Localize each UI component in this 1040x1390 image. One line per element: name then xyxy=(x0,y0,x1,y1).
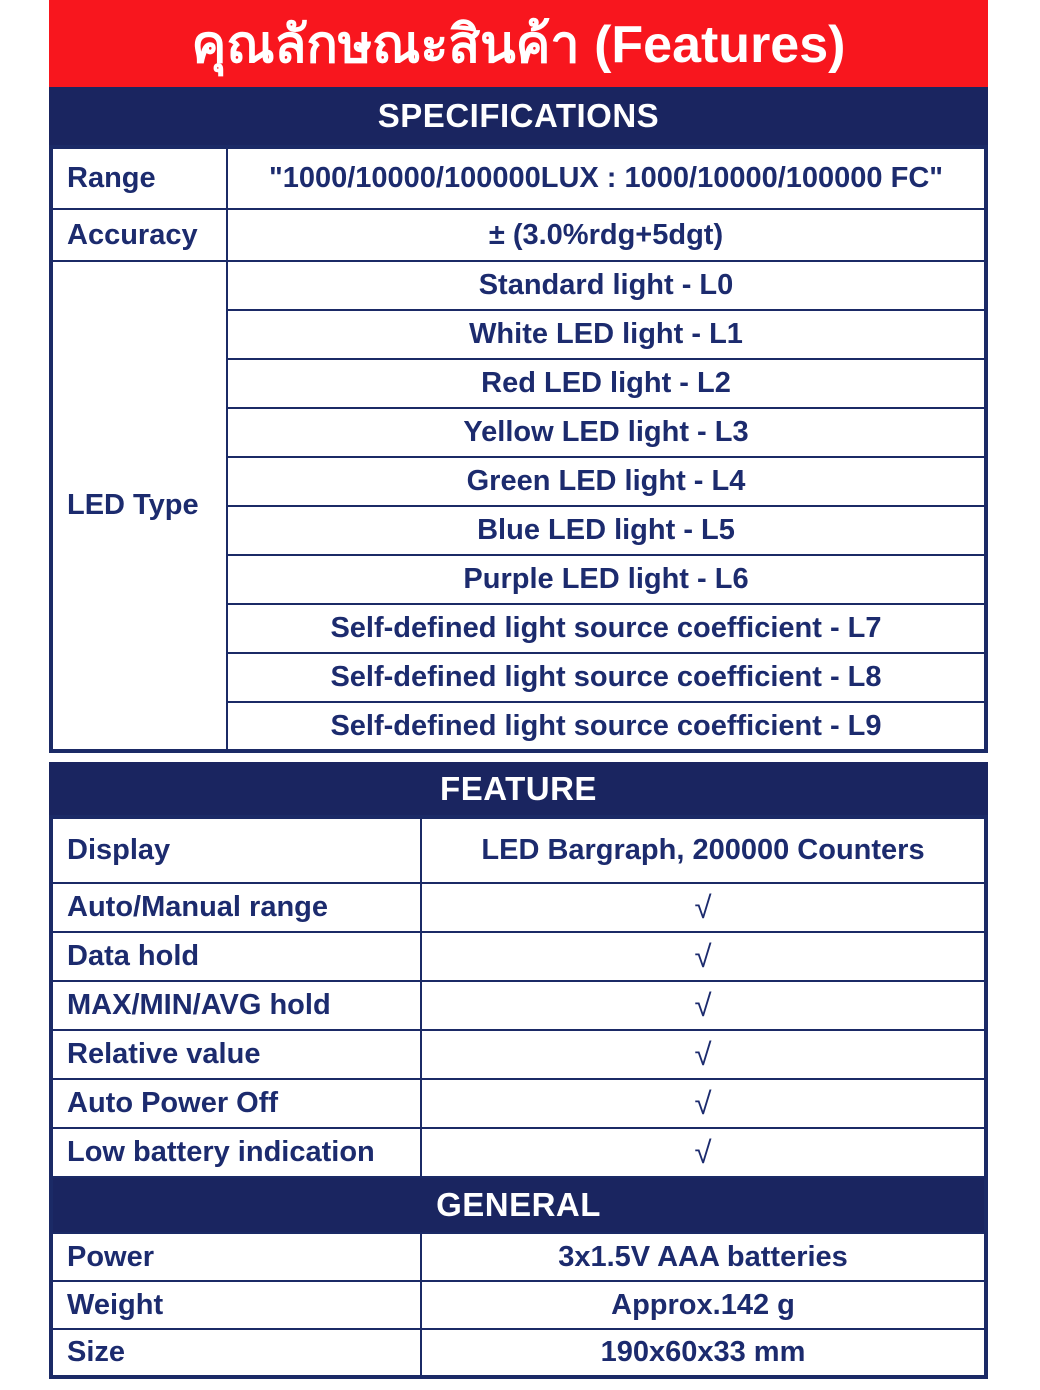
spec-label-range: Range xyxy=(51,147,227,209)
specifications-header-label: SPECIFICATIONS xyxy=(377,97,660,134)
general-label: Weight xyxy=(51,1281,421,1329)
general-value: 190x60x33 mm xyxy=(421,1329,986,1377)
checkmark: √ xyxy=(421,1079,986,1128)
feature-label: Low battery indication xyxy=(51,1128,421,1177)
checkmark: √ xyxy=(421,981,986,1030)
feature-row-relative-value xyxy=(51,1030,986,1079)
checkmark: √ xyxy=(421,932,986,981)
spec-value-range: "1000/10000/100000LUX : 1000/10000/100000 FC" xyxy=(227,147,986,209)
product-features-banner xyxy=(49,0,988,87)
general-label: Size xyxy=(51,1329,421,1377)
feature-row-display xyxy=(51,817,986,883)
feature-row-data-hold xyxy=(51,932,986,981)
banner-title: คุณลักษณะสินค้า (Features) xyxy=(191,16,846,74)
led-type-value: Purple LED light - L6 xyxy=(227,555,986,604)
checkmark: √ xyxy=(421,1030,986,1079)
led-type-value: Standard light - L0 xyxy=(227,261,986,310)
specifications-header-band xyxy=(49,87,988,145)
feature-label: Relative value xyxy=(51,1030,421,1079)
led-type-value: Green LED light - L4 xyxy=(227,457,986,506)
led-type-value: Blue LED light - L5 xyxy=(227,506,986,555)
spec-row-accuracy xyxy=(51,209,986,261)
feature-row-auto-manual-range xyxy=(51,883,986,932)
led-type-label: LED Type xyxy=(51,261,227,751)
feature-label: Auto Power Off xyxy=(51,1079,421,1128)
general-row-size xyxy=(51,1329,986,1377)
general-value: 3x1.5V AAA batteries xyxy=(421,1233,986,1281)
checkmark: √ xyxy=(421,1128,986,1177)
feature-header-label: FEATURE xyxy=(440,769,597,807)
general-label: Power xyxy=(51,1233,421,1281)
feature-header-band xyxy=(49,762,988,815)
general-row-power xyxy=(51,1233,986,1281)
specifications-table xyxy=(49,145,988,753)
led-type-value: Red LED light - L2 xyxy=(227,359,986,408)
feature-table xyxy=(49,815,988,1379)
general-header-label: GENERAL xyxy=(51,1177,986,1233)
led-type-value: Self-defined light source coefficient - L9 xyxy=(227,702,986,751)
general-row-weight xyxy=(51,1281,986,1329)
checkmark: √ xyxy=(421,883,986,932)
led-type-value: Self-defined light source coefficient - L7 xyxy=(227,604,986,653)
feature-label: MAX/MIN/AVG hold xyxy=(51,981,421,1030)
feature-label: Auto/Manual range xyxy=(51,883,421,932)
spec-row-range xyxy=(51,147,986,209)
spec-sheet-page xyxy=(49,0,988,1379)
feature-row-low-battery-indication xyxy=(51,1128,986,1177)
feature-row-auto-power-off xyxy=(51,1079,986,1128)
led-type-value: Self-defined light source coefficient - L8 xyxy=(227,653,986,702)
led-type-value: Yellow LED light - L3 xyxy=(227,408,986,457)
spec-label-accuracy: Accuracy xyxy=(51,209,227,261)
feature-value: LED Bargraph, 200000 Counters xyxy=(421,817,986,883)
general-value: Approx.142 g xyxy=(421,1281,986,1329)
feature-row-max-min-avg-hold xyxy=(51,981,986,1030)
general-header-row xyxy=(51,1177,986,1233)
led-type-value: White LED light - L1 xyxy=(227,310,986,359)
feature-label: Data hold xyxy=(51,932,421,981)
led-type-row xyxy=(51,261,986,310)
feature-label: Display xyxy=(51,817,421,883)
spec-value-accuracy: ± (3.0%rdg+5dgt) xyxy=(227,209,986,261)
